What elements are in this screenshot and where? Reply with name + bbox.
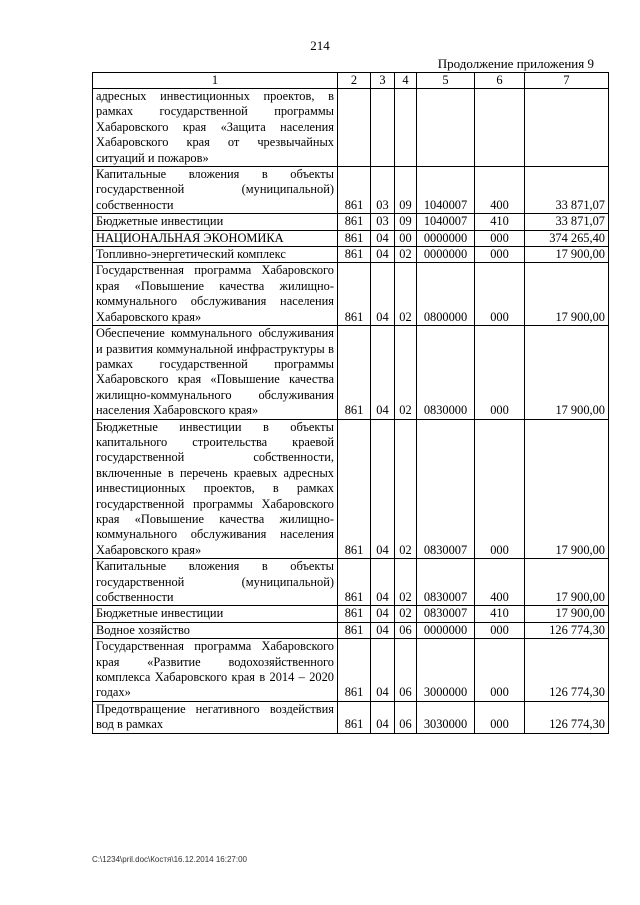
amount-cell: 126 774,30 — [525, 639, 609, 702]
table-row — [93, 622, 609, 638]
ministry-code-cell: 861 — [338, 559, 371, 606]
amount-cell: 33 871,07 — [525, 214, 609, 230]
column-header-section: 3 — [371, 73, 395, 89]
table-row — [93, 326, 609, 419]
table-row — [93, 419, 609, 559]
column-header-subsection: 4 — [395, 73, 417, 89]
ministry-code-cell: 861 — [338, 214, 371, 230]
ministry-code-cell: 861 — [338, 606, 371, 622]
table-row — [93, 167, 609, 214]
expense-type-code-cell: 400 — [475, 559, 525, 606]
table-row — [93, 214, 609, 230]
section-code-cell: 04 — [371, 230, 395, 246]
table-row — [93, 89, 609, 167]
document-footer-path: C:\1234\pril.doc\Костя\16.12.2014 16:27:00 — [92, 855, 247, 864]
ministry-code-cell: 861 — [338, 639, 371, 702]
target-item-code-cell: 1040007 — [417, 214, 475, 230]
subsection-code-cell: 02 — [395, 326, 417, 419]
amount-cell: 17 900,00 — [525, 326, 609, 419]
section-code-cell: 04 — [371, 559, 395, 606]
target-item-code-cell — [417, 89, 475, 167]
ministry-code-cell: 861 — [338, 419, 371, 559]
row-name-cell: Предотвращение негативного воздействия вод в рамках — [93, 701, 338, 733]
expense-type-code-cell: 410 — [475, 606, 525, 622]
table-row — [93, 263, 609, 326]
expense-type-code-cell: 000 — [475, 326, 525, 419]
appendix-continuation-label: Продолжение приложения 9 — [437, 56, 594, 71]
page-number: 214 — [310, 38, 330, 53]
row-name-cell: Государственная программа Хабаровского края «Повышение качества жилищно-коммунального обслуживания населения Хабаровского края» — [93, 263, 338, 326]
amount-cell: 17 900,00 — [525, 419, 609, 559]
expense-type-code-cell: 000 — [475, 701, 525, 733]
expense-type-code-cell — [475, 89, 525, 167]
ministry-code-cell: 861 — [338, 263, 371, 326]
amount-cell: 126 774,30 — [525, 701, 609, 733]
row-name-cell: Государственная программа Хабаровского края «Развитие водохозяйственного комплекса Хабаровского края в 2014 – 2020 годах» — [93, 639, 338, 702]
expense-type-code-cell: 000 — [475, 639, 525, 702]
section-code-cell: 04 — [371, 622, 395, 638]
subsection-code-cell: 06 — [395, 639, 417, 702]
column-header-amount: 7 — [525, 73, 609, 89]
subsection-code-cell: 02 — [395, 263, 417, 326]
ministry-code-cell: 861 — [338, 622, 371, 638]
column-header-target-item: 5 — [417, 73, 475, 89]
amount-cell: 17 900,00 — [525, 263, 609, 326]
amount-cell: 17 900,00 — [525, 247, 609, 263]
section-code-cell: 04 — [371, 326, 395, 419]
table-row — [93, 606, 609, 622]
row-name-cell: НАЦИОНАЛЬНАЯ ЭКОНОМИКА — [93, 230, 338, 246]
target-item-code-cell: 0000000 — [417, 230, 475, 246]
row-name-cell: Обеспечение коммунального обслуживания и развития коммунальной инфраструктуры в рамках государственной программы Хабаровского края «Повышение качества жилищно-коммунального обслуживания населения Хабаровского края» — [93, 326, 338, 419]
row-name-cell: Бюджетные инвестиции — [93, 606, 338, 622]
table-body — [93, 89, 609, 734]
expense-type-code-cell: 000 — [475, 419, 525, 559]
column-header-ministry: 2 — [338, 73, 371, 89]
row-name-cell: Водное хозяйство — [93, 622, 338, 638]
table-row — [93, 230, 609, 246]
target-item-code-cell: 0000000 — [417, 622, 475, 638]
ministry-code-cell: 861 — [338, 230, 371, 246]
ministry-code-cell: 861 — [338, 326, 371, 419]
amount-cell — [525, 89, 609, 167]
expense-type-code-cell: 400 — [475, 167, 525, 214]
target-item-code-cell: 0830000 — [417, 326, 475, 419]
subsection-code-cell: 09 — [395, 167, 417, 214]
subsection-code-cell: 02 — [395, 606, 417, 622]
ministry-code-cell: 861 — [338, 247, 371, 263]
target-item-code-cell: 3030000 — [417, 701, 475, 733]
subsection-code-cell: 02 — [395, 247, 417, 263]
section-code-cell: 03 — [371, 167, 395, 214]
ministry-code-cell: 861 — [338, 701, 371, 733]
subsection-code-cell: 02 — [395, 559, 417, 606]
row-name-cell: Бюджетные инвестиции — [93, 214, 338, 230]
ministry-code-cell: 861 — [338, 167, 371, 214]
table-row — [93, 639, 609, 702]
subsection-code-cell: 06 — [395, 701, 417, 733]
target-item-code-cell: 1040007 — [417, 167, 475, 214]
subsection-code-cell: 02 — [395, 419, 417, 559]
target-item-code-cell: 0830007 — [417, 606, 475, 622]
budget-allocation-table — [92, 72, 609, 734]
target-item-code-cell: 0000000 — [417, 247, 475, 263]
expense-type-code-cell: 000 — [475, 622, 525, 638]
amount-cell: 126 774,30 — [525, 622, 609, 638]
table-row — [93, 701, 609, 733]
amount-cell: 374 265,40 — [525, 230, 609, 246]
section-code-cell: 04 — [371, 606, 395, 622]
section-code-cell: 04 — [371, 247, 395, 263]
section-code-cell — [371, 89, 395, 167]
section-code-cell: 04 — [371, 639, 395, 702]
target-item-code-cell: 3000000 — [417, 639, 475, 702]
amount-cell: 17 900,00 — [525, 559, 609, 606]
amount-cell: 17 900,00 — [525, 606, 609, 622]
table-row — [93, 559, 609, 606]
column-header-name: 1 — [93, 73, 338, 89]
row-name-cell: Бюджетные инвестиции в объекты капитального строительства краевой государственной собственности, включенные в перечень краевых адресных инвестиционных проектов, в рамках государственной программы Хабаровского края «Повышение качества жилищно-коммунального обслуживания населения Хабаровского края» — [93, 419, 338, 559]
subsection-code-cell — [395, 89, 417, 167]
target-item-code-cell: 0830007 — [417, 559, 475, 606]
expense-type-code-cell: 410 — [475, 214, 525, 230]
section-code-cell: 04 — [371, 701, 395, 733]
row-name-cell: Капитальные вложения в объекты государственной (муниципальной) собственности — [93, 167, 338, 214]
ministry-code-cell — [338, 89, 371, 167]
target-item-code-cell: 0800000 — [417, 263, 475, 326]
subsection-code-cell: 06 — [395, 622, 417, 638]
expense-type-code-cell: 000 — [475, 263, 525, 326]
row-name-cell: адресных инвестиционных проектов, в рамках государственной программы Хабаровского края «Защита населения Хабаровского края от чрезвычайных ситуаций и пожаров» — [93, 89, 338, 167]
row-name-cell: Топливно-энергетический комплекс — [93, 247, 338, 263]
expense-type-code-cell: 000 — [475, 247, 525, 263]
section-code-cell: 04 — [371, 263, 395, 326]
subsection-code-cell: 00 — [395, 230, 417, 246]
row-name-cell: Капитальные вложения в объекты государственной (муниципальной) собственности — [93, 559, 338, 606]
section-code-cell: 03 — [371, 214, 395, 230]
column-number-header-row — [93, 73, 609, 89]
section-code-cell: 04 — [371, 419, 395, 559]
target-item-code-cell: 0830007 — [417, 419, 475, 559]
subsection-code-cell: 09 — [395, 214, 417, 230]
column-header-expense-type: 6 — [475, 73, 525, 89]
table-row — [93, 247, 609, 263]
amount-cell: 33 871,07 — [525, 167, 609, 214]
expense-type-code-cell: 000 — [475, 230, 525, 246]
